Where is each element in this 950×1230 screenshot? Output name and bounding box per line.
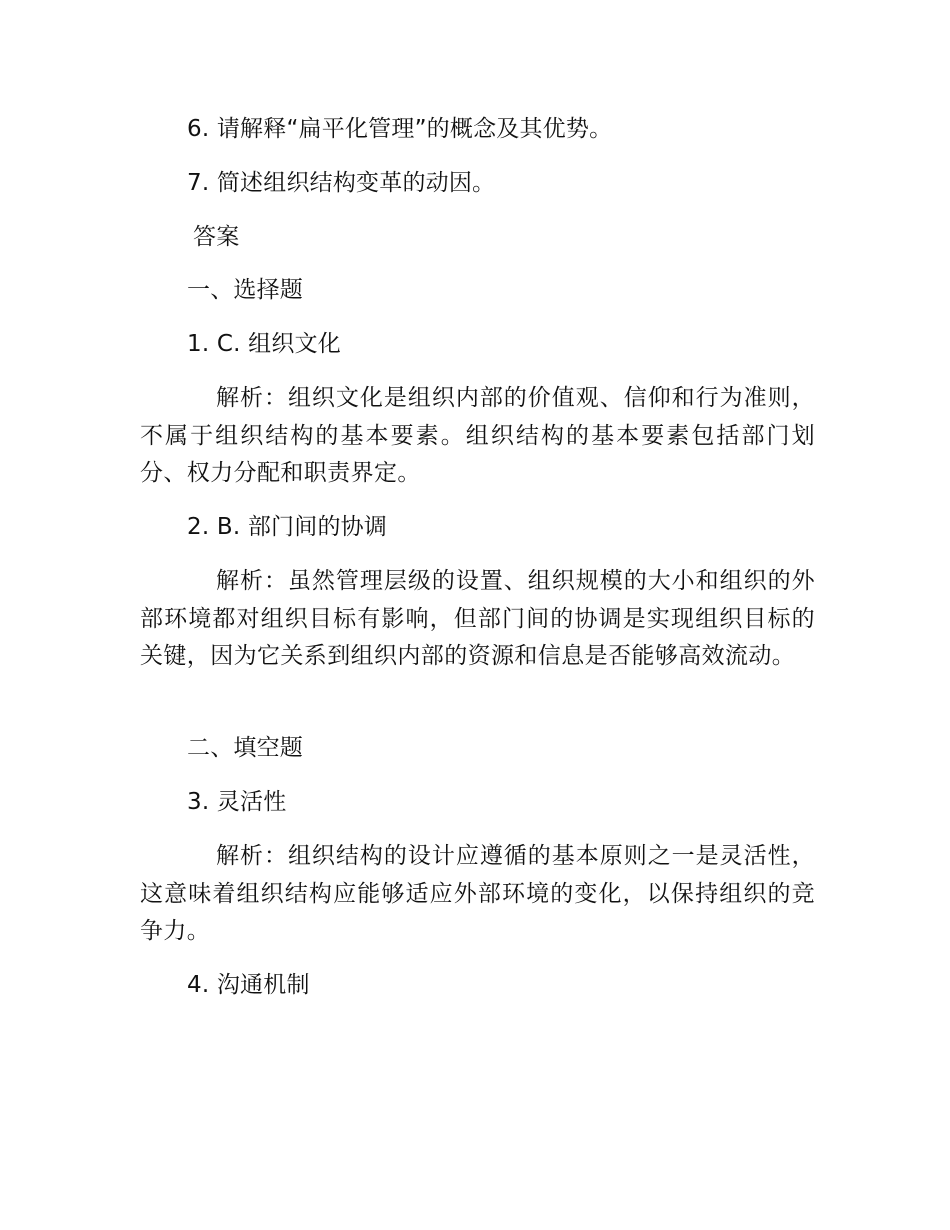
- answer-1: 1. C. 组织文化: [187, 331, 341, 357]
- answer-3: 3. 灵活性: [187, 789, 287, 815]
- question-7: 7. 简述组织结构变革的动因。: [187, 170, 496, 196]
- section-heading-fill-blank: 二、填空题: [187, 735, 303, 761]
- section-heading-choice: 一、选择题: [187, 277, 303, 303]
- answer-1-explanation: 解析：组织文化是组织内部的价值观、信仰和行为准则，不属于组织结构的基本要素。组织结构的基本要素包括部门划分、权力分配和职责界定。: [140, 385, 815, 486]
- answer-4: 4. 沟通机制: [187, 972, 310, 998]
- answer-2-explanation: 解析：虽然管理层级的设置、组织规模的大小和组织的外部环境都对组织目标有影响，但部门间的协调是实现组织目标的关键，因为它关系到组织内部的资源和信息是否能够高效流动。: [140, 568, 815, 669]
- answer-2: 2. B. 部门间的协调: [187, 514, 388, 540]
- answer-3-explanation: 解析：组织结构的设计应遵循的基本原则之一是灵活性，这意味着组织结构应能够适应外部环境的变化，以保持组织的竞争力。: [140, 843, 815, 944]
- question-6: 6. 请解释“扁平化管理”的概念及其优势。: [187, 116, 613, 142]
- answers-heading: 答案: [193, 224, 240, 250]
